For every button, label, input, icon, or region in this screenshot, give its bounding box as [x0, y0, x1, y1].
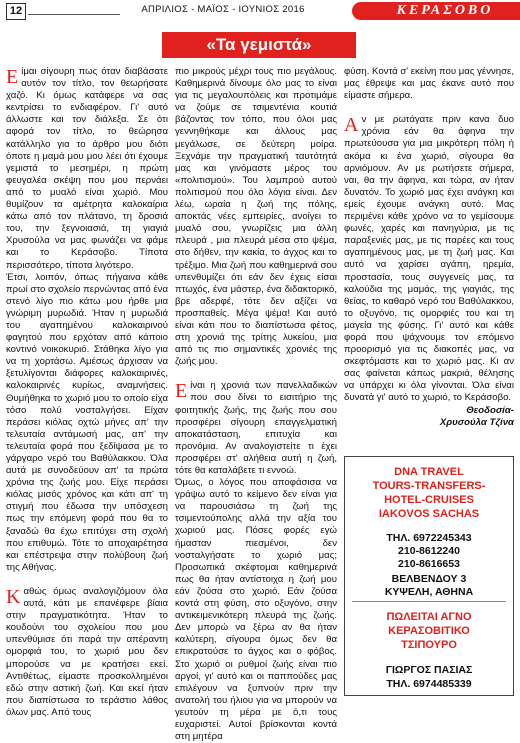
paragraph: [6, 586, 168, 719]
paragraph: [175, 380, 337, 477]
ad-phone: 210-8616653: [398, 558, 460, 570]
ad-heading-line: ΤΣΙΠΟΥΡΟ: [401, 639, 457, 651]
article-column-2: [175, 66, 337, 743]
paragraph-text: αθώς όμως αναλογιζόμουν όλα αυτά, κάτι με επανέφερε βίαια στην πραγματικότητα. Ήταν το κουδούνι του σχολείου που μου υπενθύμισε ότι παρά την απέραντη ομορφιά του, το χωριό μου δεν μπορούσε να με κρατήσει εκεί. Αντιθέτως, είμαστε προσκολλημένοι εδώ στην αστική ζωή. Και εκεί ήταν που διαπίστωσα το τεράστιο λάθος όλων μας. Από τους: [6, 585, 168, 718]
drop-cap: Ε: [175, 380, 188, 403]
paragraph: [6, 272, 168, 574]
header-rule: [28, 14, 120, 15]
paragraph-text: Όμως, ο λόγος που αποφάσισα να γράψω αυτό το κείμενο δεν είναι για να παρουσιάσω τη ζωή της τσιμεντούπολης αλλά την αξία του χωριού μας. Πόσες φορές εγώ ήμασταν πιεσμένοι, δεν νοσταλγήσατε το χωριό μας; Προσωπικά σκέφτομαι καθημερινά πως θα ήταν αντίστοιχα η ζωή μου εάν ζούσα στο χωριό. Εάν ζούσα κοντά στη φύση, στο οξυγόνο, στην αντικειμενικότερη πλευρά της ζωής. Δεν μπορώ να ξέρω αν θα ήταν καλύτερη, σίγουρα όμως δεν θα επικρατούσε το άγχος και ο φόβος. Στο χωριό οι ρυθμοί ζωής είναι πιο αργοί, γι' αυτό και οι παππούδες μας επιλέγουν να ξυπνούν πριν την ανατολή του ήλιου για να μπορούν να γευτούν τη μέρα με ό,τι τους ευχαριστεί. Αυτοί βρίσκονται κοντά στη μητέρα: [175, 477, 337, 743]
ad-heading-line: DNA TRAVEL: [394, 466, 464, 478]
signature: [344, 405, 514, 429]
paragraph: [344, 66, 514, 102]
ad-heading-line: IAKOVOS SACHAS: [378, 508, 480, 520]
paragraph-text: ίναι η χρονιά των πανελλαδικών που σου δίνει το εισιτήριο της φοιτητικής ζωής, της ζωής που σου προσφέρει σίγουρη επαγγελματική αποκατάσταση, επιτυχία και προνόμια. Αν αναλογιστείτε τι έχει προσφέρει στ' αλήθεια αυτή η ζωή, τότε θα καταλάβετε τι εννοώ.: [175, 380, 337, 476]
paragraph-text: Έτσι, λοιπόν, όπως πήγαινα κάθε πρωί στο σχολείο περνώντας από ένα στενό λίγο πιο κάτω μου ήρθε μια γνώριμη μυρωδιά. Ήταν η μυρωδιά του αγαπημένου καλοκαιρινού φαγητού που ερχόταν από κάποιο κοντινό νοικοκυριό. Στάθηκα λίγο για να τη χορτάσω. Αμέσως άρχισαν να ξετυλίγονται διάφορες καλοκαιρινές, καλοκαιρινές κυρίως, αναμνήσεις. Θυμήθηκα το χωριό μου το οποίο είχα τόσο πολύ νοσταλγήσει. Είχαν περάσει κιόλας οχτώ μήνες απ' την τελευταία αντάμωσή μας, απ' την τελευταία φορά που ξεδίψασα με το γάργαρο νερό του Βαθύλακκου. Όλα αυτά με συνοδεύουν απ' τα πρώτα χρόνια της ζωής μου. Είχε περάσει κιόλας μισός χρόνος και κάτι απ' τη στιγμή που έδωσα την υπόσχεση πως την επόμενη φορά που θα το ξαναδώ θα έχω επιτύχει στη σχολή που επιθυμώ. Τότε το αποχαιρέτησα και επέστρεψα στην πολύβουη ζωή της Αθήνας.: [6, 271, 168, 573]
ad-heading-line: ΚΕΡΑΣΟΒΙΤΙΚΟ: [388, 625, 470, 637]
ad-phone: 210-8612240: [398, 545, 460, 557]
article-column-3: [344, 66, 514, 429]
page-number: 12: [6, 3, 26, 20]
ad-divider: [352, 601, 506, 602]
magazine-name: ΚΕΡΑΣΟΒΟ: [396, 3, 494, 18]
ad-heading-line: ΠΩΛΕΙΤΑΙ ΑΓΝΟ: [386, 611, 472, 623]
paragraph-text: ν με ρωτάγατε πριν κανα δυο χρόνια εάν θα άφηνα την πρωτεύουσα για μια μικρότερη πόλη ή ακόμα κι ένα χωριό, σίγουρα θα αρνιόμουν. Αν με ρωτήσετε σήμερα, ναι, θα την άφηνα, και τώρα, αν ήταν δυνατόν. Το χωριό μας έχει ανάγκη και εμείς έχουμε ανάγκη αυτό. Μας περιμένει κάθε χρόνο να το γεμίσουμε φωνές, χαρές και πανηγύρια, με τις παραξενιές μας, με τις παρέες και τους αγαπημένους μας, με τη ζωή μας. Και αυτό να χαρίσει αγάπη, ηρεμία, προστασία, τους συγγενείς μας, τα καλούδια της μαμάς, της γιαγιάς, της θείας, το καθαρό νερό του Βαθύλακκου, το οξυγόνο, τις ομορφιές του και τη μαγεία της φύσης. Γι' αυτό και κάθε φορά που ψάχνουμε τον επόμενο προορισμό για τις διακοπές μας, να σκεφτόμαστε και το χωριό μας. Κι αν σας φαίνεται κάπως μακριά, θέλησης να υπάρχει κι όλα γίνονται. Όλα είναι δυνατά γι' αυτό το χωριό, το Κεράσοβο.: [344, 114, 514, 404]
drop-cap: Κ: [6, 585, 21, 608]
article-title: «Τα γεμιστά»: [206, 35, 312, 54]
ad-heading-2: [344, 610, 514, 652]
paragraph: [6, 66, 168, 272]
ad-heading: [344, 465, 514, 521]
ad-heading-line: HOTEL-CRUISES: [384, 494, 474, 506]
issue-date: ΑΠΡΙΛΙΟΣ - ΜΑΪΟΣ - ΙΟΥΝΙΟΣ 2016: [141, 4, 305, 15]
drop-cap: Ε: [6, 66, 19, 88]
ad-phone: ΤΗΛ. 6972245343: [386, 532, 472, 544]
paragraph: [175, 66, 337, 368]
ad-contact-name: ΓΙΩΡΓΟΣ ΠΑΣΙΑΣ: [385, 664, 473, 676]
ad-heading-line: TOURS-TRANSFERS-: [372, 480, 486, 492]
paragraph-text: ίμαι σίγουρη πως όταν διαβάσατε αυτόν τον τίτλο, τον θεωρήσατε χαζό. Κι όμως κατάφερε να σας κεντρίσει το ενδιαφέρον. Γι' αυτό άλλωστε και τον διάλεξα. Σε ότι αφορά τον τίτλο, το θεώρησα κατάλληλο για το άρθρο μου διότι όποτε η μαμά μου μου λέει ότι έχουμε γεμιστά το μεσημέρι, η πρώτη φευγαλέα σκέψη που μου περνάει από το μυαλό είναι χωριό. Μου θυμίζουν τα αμέτρητα καλοκαίρια κάτω από τον πλάτανο, τη δροσιά του, την ξεγνοιασιά, τη γιαγιά Χρυσούλα να μας φωνάζει να φάμε και το Κεράσοβο. Τίποτα περισσότερο, τίποτα λιγότερο.: [6, 66, 168, 271]
paragraph: [344, 114, 514, 404]
signature-line: Χρυσούλα Τζίνα: [439, 416, 514, 428]
paragraph-text: πιο μικρούς μέχρι τους πιο μεγάλους. Καθημερινά δίνουμε όλο μας το είναι για τις μεγαλουπόλεις και προτιμάμε να ζούμε σε τσιμεντένια κουτιά βάζοντας τον τόπο, που όλοι μας γεννηθήκαμε και άλλους μας μεγάλωσε, σε δεύτερη μοίρα. Ξεχνάμε την πραγματική ταυτότητά μας και γινόμαστε μέρος του «πολιτισμού». Του λαμπρού αυτού πολιτισμού που όλο λόγια είναι. Δεν λέω, ωραία η ζωή της πόλης, αποκτάς νέες εμπειρίες, ανοίγει το μυαλό σου, γνωρίζεις μια άλλη πλευρά , μια πλευρά μέσα στο ψέμα, στο δήθεν, την κακία, το άγχος και το τρέξιμο. Μια ζωή που καθημερινά σου υπενθυμίζει ότι εάν δεν έχεις είσαι πτωχός, ένα μάστερ, ένα διδακτορικό, βρε αδερφέ, τότε δεν αξίζει να προσπαθείς. Μέγα ψέμα! Και αυτό είναι κάτι που το διαπίστωσα φέτος, στη χρονιά της τρίτης λυκείου, μια από τις πιο σημαντικές χρονιές της ζωής μου.: [175, 66, 337, 368]
drop-cap: Α: [344, 114, 359, 137]
ad-address: ΒΕΛΒΕΝΔΟΥ 3: [391, 573, 467, 585]
ad-contact-phone: ΤΗΛ. 6974485339: [386, 678, 472, 690]
ad-address: ΚΥΨΕΛΗ, ΑΘΗΝΑ: [384, 586, 474, 598]
paragraph: [175, 477, 337, 743]
article-column-1: [6, 66, 168, 719]
paragraph-text: φύση. Κοντά σ' εκείνη που μας γέννησε, μας έθρεψε και μας έκανε αυτό που είμαστε σήμερα.: [344, 66, 514, 102]
signature-line: Θεοδοσία-: [466, 404, 514, 416]
page-header: [0, 0, 520, 22]
